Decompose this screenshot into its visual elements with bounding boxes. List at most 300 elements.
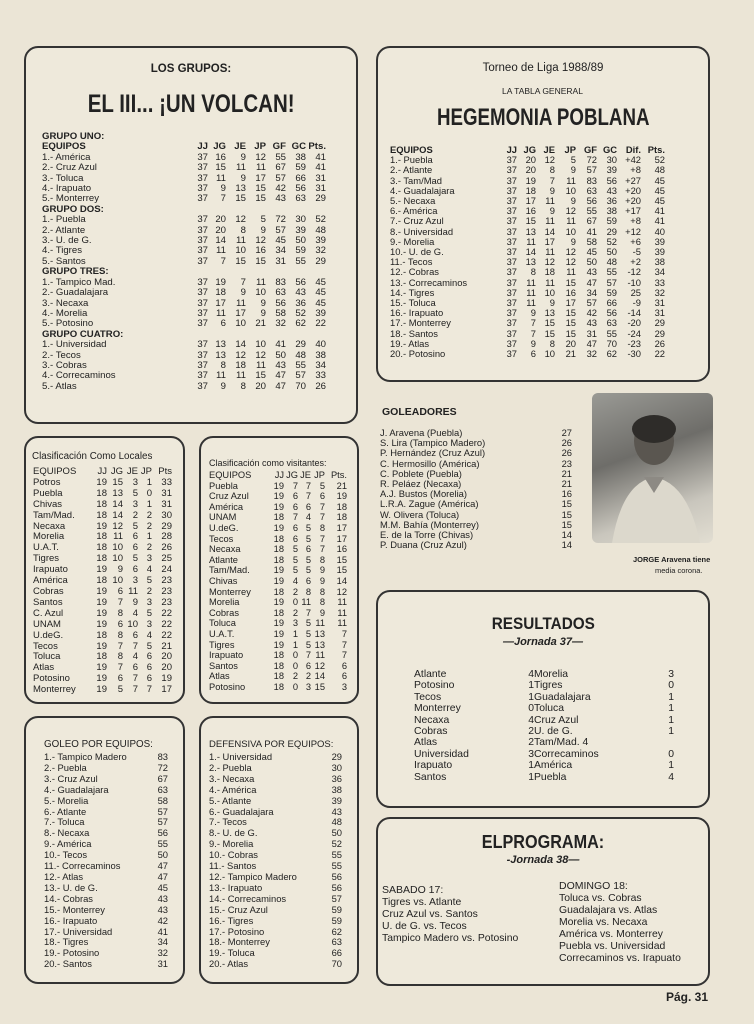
team-name: Morelia [33,531,65,543]
team-name: 9.- Morelia [209,838,254,850]
table-cell: 37 [506,327,517,339]
scorer-name: E. de la Torre (Chivas) [380,529,474,541]
visit-columns-row [209,470,347,481]
team-name: 14.- Cobras [44,892,93,904]
table-cell: 5 [292,565,298,576]
table-cell: 14 [525,246,536,258]
table-cell: 22 [161,629,172,641]
table-cell: 7 [319,501,325,512]
team-name: 16.- Irapuato [44,914,98,926]
table-cell: 6 [292,501,298,512]
table-cell: 21 [255,318,266,330]
team-name: 1.- Puebla [390,154,433,166]
table-cell: 11 [216,370,226,382]
table-cell: 6 [132,564,138,576]
table-cell: 12 [565,205,576,217]
table-row [42,382,326,392]
table-cell: 33 [315,370,326,382]
table-cell: 56 [295,276,306,288]
score: 1 [528,760,534,772]
table-cell: 5 [305,639,311,650]
table-cell: 15 [112,476,123,488]
table-cell: 6 [146,673,152,685]
table-cell: 14 [314,671,325,682]
table-cell: 11 [256,162,266,174]
table-cell: 63 [586,184,597,196]
table-cell: 37 [197,183,208,195]
table-cell: 5 [305,628,311,639]
table-cell: 11 [545,195,555,207]
table-cell: 20 [565,337,576,349]
photo-caption-line1: JORGE Aravena tiene [633,555,711,564]
table-cell: 18 [215,287,226,299]
team-name: Necaxa [33,520,66,532]
column-header: GC [602,144,617,155]
table-cell: 8 [220,359,226,371]
table-cell: 31 [654,307,665,319]
table-cell: 47 [157,870,168,882]
table-row [209,959,342,970]
table-cell: 32 [157,947,168,959]
table-cell: 5 [292,544,298,555]
score: 1 [668,760,674,772]
table-cell: 11 [216,245,226,257]
score: 0 [528,703,534,715]
table-cell: 6 [305,660,311,671]
table-cell: +42 [625,154,641,166]
photo-caption-line2: media corona. [655,566,703,575]
table-cell: 11 [236,235,246,247]
table-cell: 18 [96,542,107,554]
fixture-item: U. de G. vs. Tecos [382,921,467,932]
table-cell: 7 [117,596,123,608]
table-cell: 58 [157,794,168,806]
result-row [414,669,674,680]
team-name: UNAM [33,618,61,630]
table-cell: 4 [132,607,138,619]
table-cell: 34 [157,936,168,948]
table-cell: +8 [630,215,641,227]
table-cell: 3 [132,575,138,587]
table-cell: 20 [161,651,172,663]
column-header: JG [286,470,298,480]
table-cell: 26 [654,337,665,349]
table-cell: 10 [127,618,138,630]
team-name: 2.- Atlante [390,164,433,176]
table-cell: 41 [586,225,597,237]
team-name: Potros [33,476,61,488]
table-cell: 31 [315,183,326,195]
table-cell: 9 [549,297,555,309]
table-cell: 14 [215,235,226,247]
table-cell: +6 [630,235,641,247]
team-name: 17.- Monterrey [390,317,451,329]
score: 2 [528,737,534,749]
team-name: Monterrey [209,586,251,597]
table-cell: 37 [506,348,517,360]
table-cell: 11 [526,286,536,298]
table-row [33,500,172,511]
table-cell: 47 [157,860,168,872]
table-row [209,523,347,534]
table-cell: 18 [96,629,107,641]
table-cell: 37 [197,235,208,247]
table-cell: 15 [314,681,325,692]
table-cell: 37 [506,337,517,349]
table-cell: 6 [220,318,226,330]
table-cell: 5 [305,533,311,544]
team-name: 2.- Puebla [209,761,252,773]
table-cell: 2 [292,586,298,597]
table-cell: 11 [113,531,123,543]
team-name: Chivas [209,575,238,586]
table-row [33,620,172,631]
team-name: 6.- América [390,205,438,217]
table-cell: 16 [336,544,347,555]
table-cell: 57 [157,805,168,817]
table-cell: 13 [215,349,226,361]
table-cell: 9 [117,564,123,576]
table-cell: 39 [331,794,342,806]
table-cell: 19 [96,585,107,597]
group-label: GRUPO UNO: [42,131,105,142]
table-cell: 45 [275,235,286,247]
table-cell: 6 [117,673,123,685]
team-name: Toluca [33,651,61,663]
table-cell: 57 [586,164,597,176]
table-cell: 5 [292,554,298,565]
table-cell: 7 [319,512,325,523]
table-cell: 15 [565,276,576,288]
table-cell: 37 [506,215,517,227]
table-cell: 18 [235,359,246,371]
table-cell: 37 [197,214,208,226]
table-cell: 11 [236,370,246,382]
team-name: Atlas [414,737,438,749]
table-cell: 29 [654,317,665,329]
table-cell: 37 [506,317,517,329]
table-cell: 9 [220,380,226,392]
table-cell: 9 [530,307,536,319]
table-cell: 37 [197,245,208,257]
table-cell: 1 [146,498,152,510]
table-cell: 22 [654,348,665,360]
table-cell: 23 [161,575,172,587]
table-row [44,959,168,970]
table-cell: 63 [606,317,617,329]
team-name: 3.- Necaxa [42,297,89,309]
team-name: Tecos [209,533,234,544]
table-cell: 18 [336,501,347,512]
table-cell: 32 [275,318,286,330]
groups-kicker: LOS GRUPOS: [150,63,232,75]
table-cell: 18 [96,531,107,543]
score: 0 [668,748,674,760]
table-cell: 7 [341,650,347,661]
team-name: Toluca [209,618,236,629]
table-cell: 34 [275,245,286,257]
table-cell: 37 [506,195,517,207]
table-cell: 29 [161,520,172,532]
table-cell: 10 [565,184,576,196]
table-cell: 11 [256,276,266,288]
table-cell: 3 [146,618,152,630]
table-cell: 7 [549,174,555,186]
team-name: 10.- Tecos [44,849,88,861]
table-cell: 17 [336,533,347,544]
program-box [376,817,710,986]
table-cell: 45 [315,287,326,299]
table-cell: 47 [586,276,597,288]
table-cell: 5 [260,214,266,226]
table-cell: 8 [240,380,246,392]
team-name: 11.- Correcaminos [44,860,121,872]
table-cell: 67 [157,772,168,784]
table-cell: 30 [331,761,342,773]
team-name: Chivas [33,498,63,510]
table-cell: 37 [197,307,208,319]
table-cell: 62 [331,925,342,937]
fixture-item: Correcaminos vs. Irapuato [559,953,681,964]
column-header: Pts. [330,470,347,480]
table-cell: 40 [654,225,665,237]
result-row [414,726,674,737]
column-header: JP [254,141,266,153]
table-cell: 50 [157,849,168,861]
column-header: Dif. [625,144,641,155]
table-cell: 15 [255,370,266,382]
table-cell: 1 [146,476,152,488]
team-name: 13.- Correcaminos [390,276,468,288]
table-row [209,796,342,807]
table-cell: 12 [336,586,347,597]
table-cell: 39 [295,224,306,236]
table-cell: 9 [220,183,226,195]
table-cell: 63 [331,936,342,948]
table-cell: 6 [132,531,138,543]
column-header: EQUIPOS [33,466,77,477]
score: 4 [528,669,534,680]
table-cell: 14 [112,509,123,521]
table-cell: 10 [112,542,123,554]
local-classification-box [24,436,185,704]
result-row [414,692,674,703]
table-cell: 57 [295,370,306,382]
table-cell: 18 [273,533,284,544]
team-name: Tecos [414,691,442,703]
team-name: 13.- Irapuato [209,881,263,893]
table-cell: 37 [197,287,208,299]
table-cell: 18 [96,509,107,521]
table-cell: 17 [336,522,347,533]
team-name: 3.- Toluca [42,172,84,184]
table-cell: 20 [525,154,536,166]
team-name: Tigres [33,553,60,565]
table-cell: 2 [292,671,298,682]
table-cell: 43 [586,317,597,329]
table-cell: 18 [544,266,555,278]
table-cell: 59 [331,914,342,926]
table-cell: 4 [292,575,298,586]
team-name: Tigres [209,639,235,650]
table-cell: 5 [146,607,152,619]
result-row [414,772,674,783]
team-name: 5.- Necaxa [390,195,436,207]
table-cell: 70 [606,337,617,349]
table-cell: 6 [341,671,347,682]
table-cell: 19 [96,673,107,685]
table-cell: 17 [161,684,172,696]
result-row [414,737,674,748]
table-cell: 37 [197,380,208,392]
table-cell: 22 [161,618,172,630]
table-cell: 12 [255,235,266,247]
score: 1 [528,691,534,703]
table-cell: 37 [506,256,517,268]
team-name: Tigres [534,680,563,692]
column-header: Pts [158,466,172,477]
table-cell: 37 [197,151,208,163]
table-cell: 31 [586,327,597,339]
table-cell: 6 [305,575,311,586]
table-cell: 9 [240,287,246,299]
fixture-item: América vs. Monterrey [559,929,663,940]
table-cell: 43 [157,892,168,904]
table-cell: 70 [295,380,306,392]
goals-ranking [44,752,168,970]
team-name: Cruz Azul [209,491,249,502]
team-name: 20.- Potosino [390,348,446,360]
fixture-item: Toluca vs. Cobras [559,893,642,904]
table-cell: 7 [305,491,311,502]
table-cell: -12 [627,266,641,278]
table-cell: 72 [586,154,597,166]
team-name: 8.- U. de G. [209,827,258,839]
column-header: JJ [506,144,517,155]
team-name: 20.- Santos [44,958,92,970]
table-cell: 20 [161,662,172,674]
table-cell: +20 [625,195,641,207]
table-cell: 42 [157,914,168,926]
scorer-goals: 26 [561,447,572,459]
table-cell: 15 [525,215,536,227]
table-cell: 59 [606,215,617,227]
table-cell: 56 [275,297,286,309]
table-cell: 21 [336,480,347,491]
table-cell: +17 [625,205,641,217]
table-cell: 5 [305,522,311,533]
table-cell: 18 [273,660,284,671]
table-cell: 10 [255,287,266,299]
table-cell: 17 [525,195,536,207]
fixture-item: Tampico Madero vs. Potosino [382,933,519,944]
table-cell: 5 [319,480,325,491]
table-cell: 33 [161,476,172,488]
program-title [378,832,708,853]
team-name: 18.- Monterrey [209,936,270,948]
table-cell: 39 [315,235,326,247]
score: 1 [528,680,534,692]
table-cell: 19 [96,596,107,608]
scorer-name: A.J. Bustos (Morelia) [380,488,468,500]
team-name: UNAM [209,512,237,523]
table-cell: 48 [654,164,665,176]
table-cell: 42 [275,183,286,195]
table-row [44,916,168,927]
table-cell: 34 [315,359,326,371]
team-name: U.deG. [209,522,239,533]
table-row [209,640,347,651]
scorer-name: L.R.A. Zague (América) [380,498,479,510]
team-name: 10.- Cobras [209,849,258,861]
program-saturday-list [382,897,518,945]
scorer-name: C. Poblete (Puebla) [380,467,462,479]
table-cell: 9 [260,297,266,309]
table-cell: 19 [96,520,107,532]
table-row [42,340,326,350]
table-cell: 37 [197,349,208,361]
result-row [414,680,674,691]
table-cell: 3 [146,596,152,608]
team-name: 3.- Tam/Mad [390,174,442,186]
table-cell: 11 [301,597,311,608]
table-row [209,905,342,916]
table-cell: 15 [255,183,266,195]
team-name: 7.- Toluca [44,816,85,828]
team-name: Necaxa [414,714,450,726]
group-label: GRUPO DOS: [42,203,104,215]
defense-table [209,752,342,970]
score: 1 [668,691,674,703]
table-cell: 11 [526,297,536,309]
table-cell: 34 [586,286,597,298]
team-name: 18.- Tigres [44,936,89,948]
table-cell: 22 [161,607,172,619]
table-cell: 6 [305,501,311,512]
table-cell: 37 [506,246,517,258]
general-standings [390,145,665,359]
team-name: Cobras [33,585,64,597]
table-cell: 29 [315,255,326,267]
team-name: 7.- Tecos [209,816,247,828]
table-cell: 9 [132,596,138,608]
table-cell: 43 [275,359,286,371]
table-cell: 18 [273,607,284,618]
table-cell: 16 [215,151,226,163]
program-subtitle: -Jornada 38— [506,854,580,866]
table-cell: 31 [161,487,172,499]
table-cell: 50 [331,827,342,839]
team-name: 10.- U. de G. [390,246,444,258]
table-cell: 20 [525,164,536,176]
table-row [33,685,172,696]
score: 0 [668,680,674,692]
table-cell: 19 [161,673,172,685]
score: 1 [668,726,674,738]
table-row [209,618,347,629]
table-cell: 55 [295,255,306,267]
table-cell: 41 [654,215,665,227]
table-cell: 1 [146,531,152,543]
table-cell: 13 [525,225,536,237]
table-cell: 72 [157,761,168,773]
result-row [414,749,674,760]
table-cell: 66 [606,297,617,309]
table-cell: 12 [255,151,266,163]
table-cell: 55 [295,359,306,371]
table-cell: 6 [341,660,347,671]
table-cell: 41 [275,339,286,351]
